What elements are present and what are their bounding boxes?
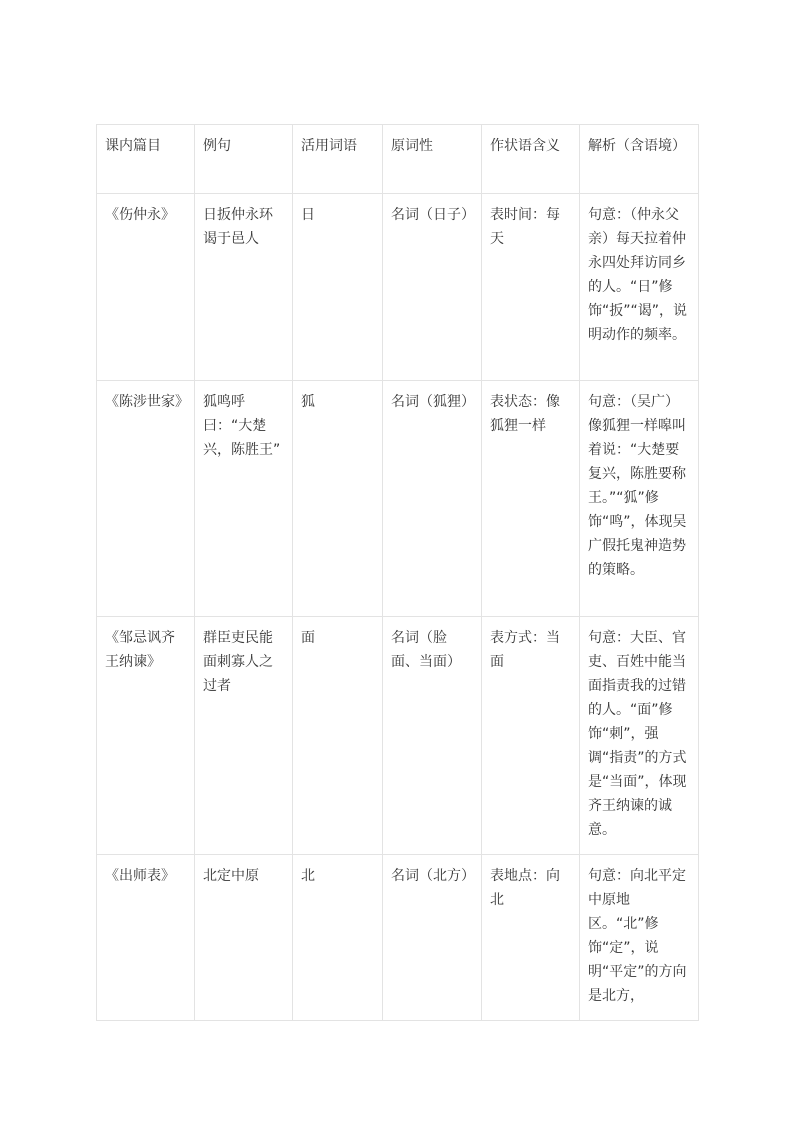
- cell-adverbial-meaning: 表方式：当面: [482, 617, 580, 855]
- cell-analysis: 句意：（仲永父亲）每天拉着仲永四处拜访同乡的人。“日”修饰“扳”“谒”，说明动作的频率。: [580, 194, 699, 381]
- cell-text: 《陈涉世家》: [97, 381, 195, 617]
- cell-text: 《出师表》: [97, 855, 195, 1021]
- header-cell-analysis: 解析（含语境）: [580, 125, 699, 194]
- cell-sentence: 狐鸣呼曰：“大楚兴，陈胜王”: [195, 381, 293, 617]
- table-row: [97, 381, 699, 617]
- table-row: [97, 194, 699, 381]
- cell-sentence: 群臣吏民能面刺寡人之过者: [195, 617, 293, 855]
- cell-original-pos: 名词（脸面、当面）: [383, 617, 482, 855]
- cell-original-pos: 名词（狐狸）: [383, 381, 482, 617]
- cell-original-pos: 名词（北方）: [383, 855, 482, 1021]
- cell-word: 面: [293, 617, 383, 855]
- cell-adverbial-meaning: 表时间：每天: [482, 194, 580, 381]
- header-cell-word: 活用词语: [293, 125, 383, 194]
- header-cell-original-pos: 原词性: [383, 125, 482, 194]
- cell-analysis: 句意：（吴广）像狐狸一样嗥叫着说：“大楚要复兴，陈胜要称王。”“狐”修饰“鸣”，体现吴广假托鬼神造势的策略。: [580, 381, 699, 617]
- table-header-row: [97, 125, 699, 194]
- header-cell-text: 课内篇目: [97, 125, 195, 194]
- usage-table: [96, 124, 699, 1021]
- cell-original-pos: 名词（日子）: [383, 194, 482, 381]
- cell-sentence: 日扳仲永环谒于邑人: [195, 194, 293, 381]
- cell-adverbial-meaning: 表地点：向北: [482, 855, 580, 1021]
- cell-text: 《邹忌讽齐王纳谏》: [97, 617, 195, 855]
- table-row: [97, 617, 699, 855]
- cell-text: 《伤仲永》: [97, 194, 195, 381]
- cell-adverbial-meaning: 表状态：像狐狸一样: [482, 381, 580, 617]
- cell-analysis: 句意：大臣、官吏、百姓中能当面指责我的过错的人。“面”修饰“刺”，强调“指责”的方式是“当面”，体现齐王纳谏的诚意。: [580, 617, 699, 855]
- header-cell-sentence: 例句: [195, 125, 293, 194]
- cell-analysis: 句意：向北平定中原地区。“北”修饰“定”，说明“平定”的方向是北方，: [580, 855, 699, 1021]
- table-row: [97, 855, 699, 1021]
- cell-sentence: 北定中原: [195, 855, 293, 1021]
- cell-word: 狐: [293, 381, 383, 617]
- cell-word: 日: [293, 194, 383, 381]
- header-cell-adverbial-meaning: 作状语含义: [482, 125, 580, 194]
- cell-word: 北: [293, 855, 383, 1021]
